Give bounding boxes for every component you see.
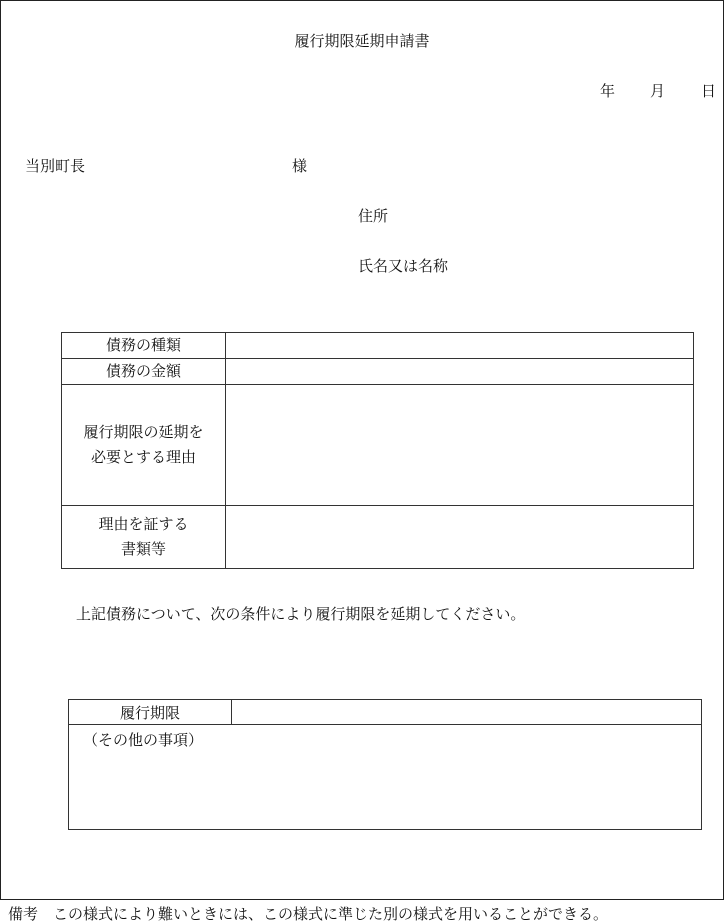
date-month-label: 月 [650,82,666,100]
extension-reason-label-line1: 履行期限の延期を [83,423,204,441]
extension-reason-label-line2: 必要とする理由 [90,448,196,466]
date-year-label: 年 [600,82,616,100]
debt-amount-label: 債務の金額 [62,359,226,385]
debt-type-row [62,333,694,359]
other-matters-field[interactable] [69,725,702,830]
extension-reason-field[interactable] [226,385,694,506]
debt-type-label: 債務の種類 [62,333,226,359]
debt-table [61,332,694,569]
form-title: 履行期限延期申請書 [294,32,430,50]
name-label: 氏名又は名称 [358,257,449,275]
proof-documents-field[interactable] [226,506,694,569]
deadline-row [69,700,702,725]
condition-table [68,699,702,830]
addressee: 当別町長 [25,157,86,175]
extension-reason-row [62,385,694,506]
proof-documents-label-line2: 書類等 [120,540,166,558]
debt-type-field[interactable] [226,333,694,359]
deadline-field[interactable] [232,700,702,725]
debt-amount-field[interactable] [226,359,694,385]
extension-reason-label [62,385,226,506]
debt-amount-row [62,359,694,385]
date-day-label: 日 [701,82,717,100]
other-matters-row [69,725,702,830]
proof-documents-label-line1: 理由を証する [98,515,189,533]
address-label: 住所 [358,207,389,225]
deadline-label: 履行期限 [69,700,232,725]
honorific: 様 [292,157,308,175]
instruction-text: 上記債務について、次の条件により履行期限を延期してください。 [76,605,526,623]
other-matters-label: （その他の事項） [83,731,204,749]
proof-documents-label [62,506,226,569]
proof-documents-row [62,506,694,569]
form-note: 備考 この様式により難いときには、この様式に準じた別の様式を用いることができる。 [8,905,609,923]
